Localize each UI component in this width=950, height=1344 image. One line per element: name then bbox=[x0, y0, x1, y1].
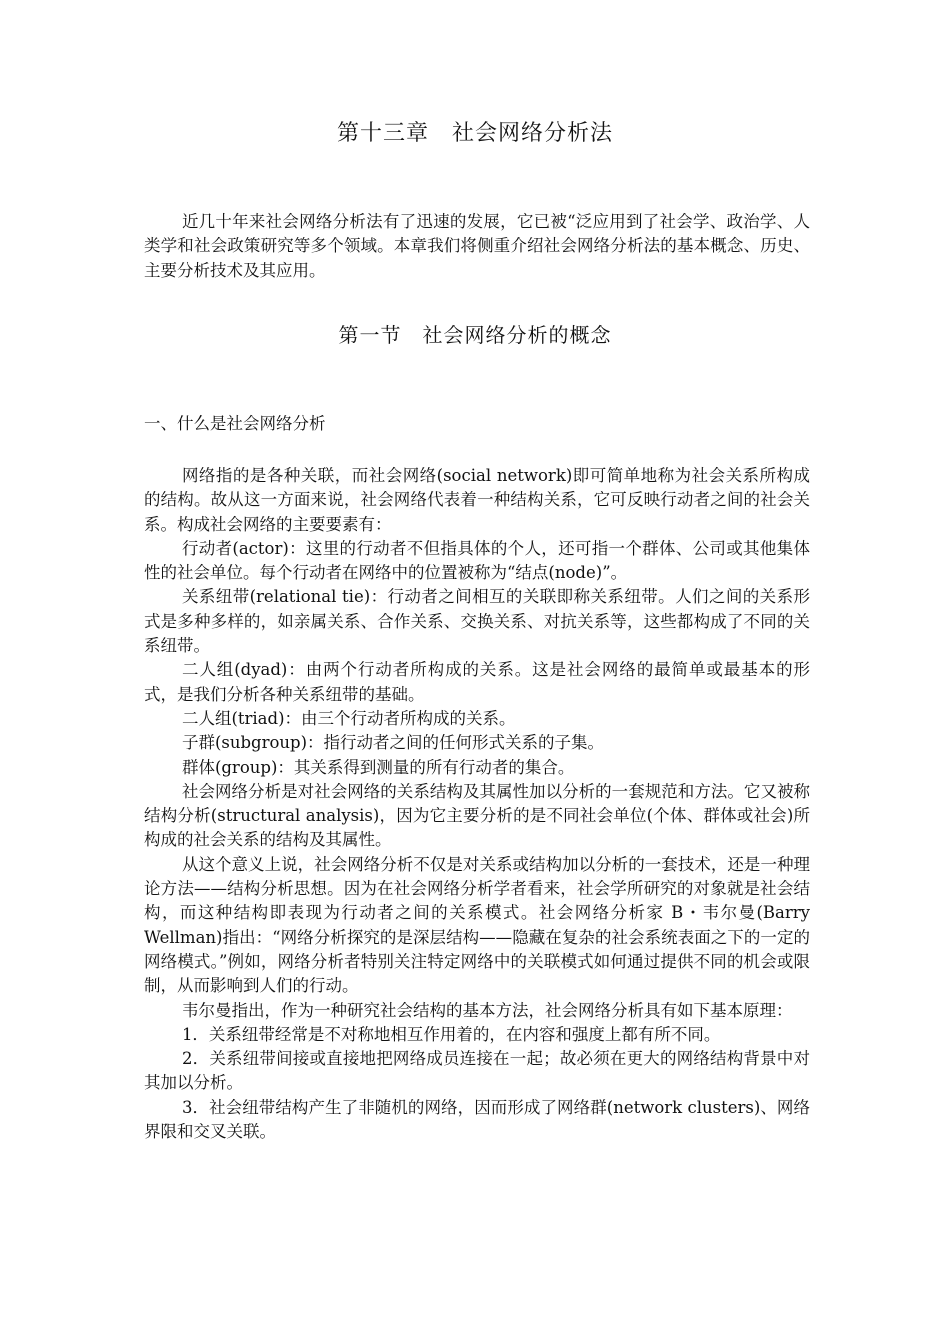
paragraph: 韦尔曼指出，作为一种研究社会结构的基本方法，社会网络分析具有如下基本原理： bbox=[181, 1000, 793, 1020]
body-text bbox=[144, 464, 810, 1144]
section-title: 第一节 社会网络分析的概念 bbox=[338, 323, 612, 347]
list-item: 2．关系纽带间接或直接地把网络成员连接在一起；故必须在更大的网络结构背景中对其加以分析。 bbox=[144, 1049, 810, 1093]
paragraph: 网络指的是各种关联，而社会网络(social network)即可简单地称为社会关系所构成的结构。故从这一方面来说，社会网络代表着一种结构关系，它可反映行动者之间的社会关系。构成社会网络的主要要素有： bbox=[144, 466, 810, 534]
paragraph: 社会网络分析是对社会网络的关系结构及其属性加以分析的一套规范和方法。它又被称结构分析(structural analysis)，因为它主要分析的是不同社会单位(个体、群体或社会)所构成的社会关系的结构及其属性。 bbox=[144, 781, 810, 850]
paragraph: 关系纽带(relational tie)：行动者之间相互的关联即称关系纽带。人们之间的关系形式是多种多样的，如亲属关系、合作关系、交换关系、对抗关系等，这些都构成了不同的关系纽带。 bbox=[144, 587, 810, 656]
paragraph: 行动者(actor)：这里的行动者不但指具体的个人，还可指一个群体、公司或其他集体性的社会单位。每个行动者在网络中的位置被称为“结点(node)”。 bbox=[144, 538, 810, 583]
subsection-heading: 一、什么是社会网络分析 bbox=[144, 414, 326, 433]
chapter-title: 第十三章 社会网络分析法 bbox=[336, 121, 613, 146]
list-item: 1．关系纽带经常是不对称地相互作用着的，在内容和强度上都有所不同。 bbox=[181, 1024, 721, 1044]
paragraph: 二人组(triad)：由三个行动者所构成的关系。 bbox=[181, 708, 516, 728]
paragraph: 子群(subgroup)：指行动者之间的任何形式关系的子集。 bbox=[181, 733, 605, 753]
paragraph: 从这个意义上说，社会网络分析不仅是对关系或结构加以分析的一套技术，还是一种理论方法——结构分析思想。因为在社会网络分析学者看来，社会学所研究的对象就是社会结构，而这种结构即表现为行动者之间的关系模式。社会网络分析家 B・韦尔曼(Barry Wellman)指出：“网络分析探究的是深层结构——隐藏在复杂的社会系统表面之下的一定的网络模式。”例如，网络分析者特别关注特定网络中的关联模式如何通过提供不同的机会或限制，从而影响到人们的行动。 bbox=[144, 854, 810, 996]
list-item: 3．社会纽带结构产生了非随机的网络，因而形成了网络群(network clusters)、网络界限和交叉关联。 bbox=[144, 1097, 810, 1142]
paragraph: 群体(group)：其关系得到测量的所有行动者的集合。 bbox=[181, 757, 575, 777]
paragraph: 二人组(dyad)：由两个行动者所构成的关系。这是社会网络的最简单或最基本的形式，是我们分析各种关系纽带的基础。 bbox=[144, 660, 810, 704]
intro-block bbox=[144, 210, 810, 283]
intro-paragraph: 近几十年来社会网络分析法有了迅速的发展，它已被“泛应用到了社会学、政治学、人类学和社会政策研究等多个领域。本章我们将侧重介绍社会网络分析法的基本概念、历史、主要分析技术及其应用。 bbox=[144, 212, 810, 280]
